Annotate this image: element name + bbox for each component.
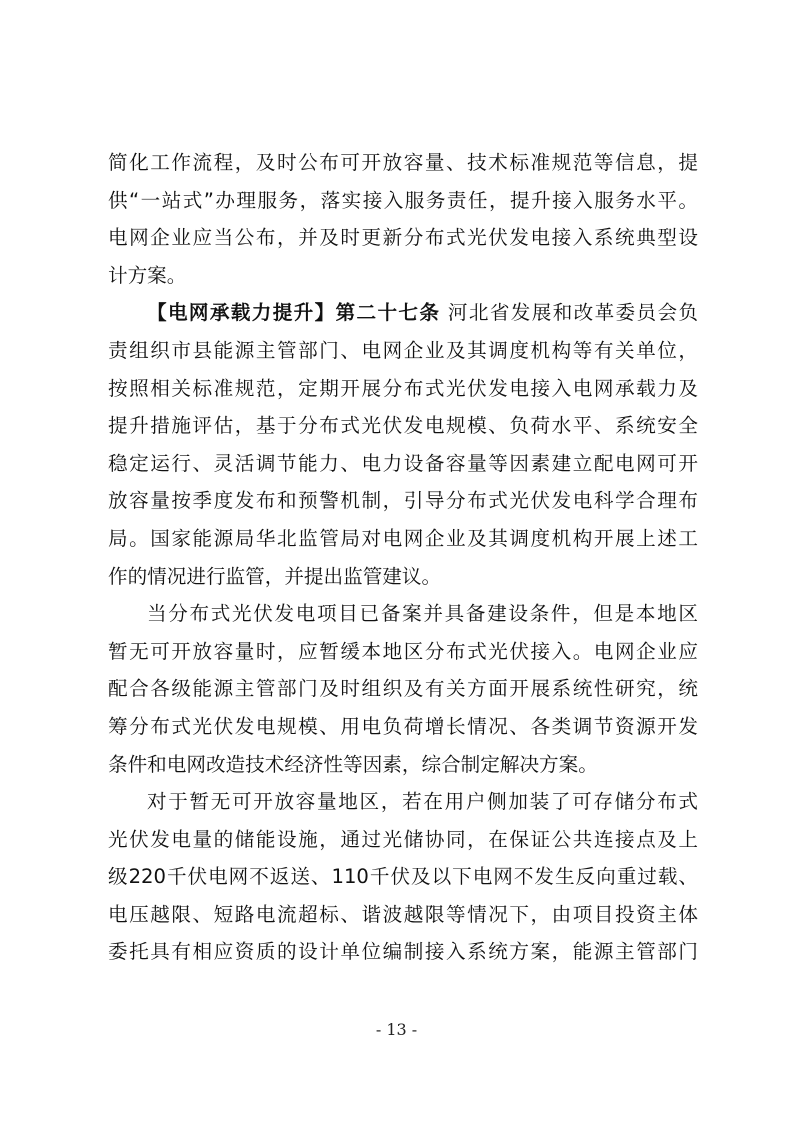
text-line: 暂无可开放容量时，应暂缓本地区分布式光伏接入。电网企业应 (108, 639, 698, 663)
text-line: 级220千伏电网不返送、110千伏及以下电网不发生反向重过载、 (108, 865, 698, 889)
text-line (108, 294, 698, 332)
text-line: 电压越限、短路电流超标、谐波越限等情况下，由项目投资主体 (108, 902, 698, 926)
text-line: 简化工作流程，及时公布可开放容量、技术标准规范等信息，提 (108, 151, 698, 174)
text-line: 条件和电网改造技术经济性等因素，综合制定解决方案。 (108, 752, 598, 776)
text-line: 稳定运行、灵活调节能力、电力设备容量等因素建立配电网可开 (108, 451, 698, 475)
text-line: 当分布式光伏发电项目已备案并具备建设条件，但是本地区 (147, 602, 698, 626)
text-line: 计方案。 (108, 263, 187, 287)
paragraph-2 (108, 294, 698, 595)
paragraph-1 (108, 144, 698, 294)
text-line: 提升措施评估，基于分布式光伏发电规模、负荷水平、系统安全 (108, 414, 698, 438)
document-body (108, 144, 698, 971)
paragraph-3 (108, 595, 698, 783)
text-line: 放容量按季度发布和预警机制，引导分布式光伏发电科学合理布 (108, 489, 698, 513)
text-line: 供“一站式”办理服务，落实接入服务责任，提升接入服务水平。 (108, 188, 698, 212)
text-line: 作的情况进行监管，并提出监管建议。 (108, 564, 442, 588)
text-line: 光伏发电量的储能设施，通过光储协同，在保证公共连接点及上 (108, 827, 698, 851)
text-line: 电网企业应当公布，并及时更新分布式光伏发电接入系统典型设 (108, 226, 698, 250)
text-line: 局。国家能源局华北监管局对电网企业及其调度机构开展上述工 (108, 526, 698, 550)
text-line: 筹分布式光伏发电规模、用电负荷增长情况、各类调节资源开发 (108, 714, 698, 738)
paragraph-4 (108, 783, 698, 971)
text-line: 委托具有相应资质的设计单位编制接入系统方案，能源主管部门 (108, 940, 698, 964)
text-line: 对于暂无可开放容量地区，若在用户侧加装了可存储分布式 (147, 790, 698, 814)
page-number: - 13 - (375, 1020, 418, 1039)
text-line: 责组织市县能源主管部门、电网企业及其调度机构等有关单位， (108, 338, 698, 362)
article-heading-rest: 河北省发展和改革委员会负 (440, 301, 699, 325)
article-heading: 【电网承载力提升】第二十七条 (147, 301, 441, 325)
text-line: 配合各级能源主管部门及时组织及有关方面开展系统性研究，统 (108, 677, 698, 701)
text-line: 按照相关标准规范，定期开展分布式光伏发电接入电网承载力及 (108, 376, 698, 400)
